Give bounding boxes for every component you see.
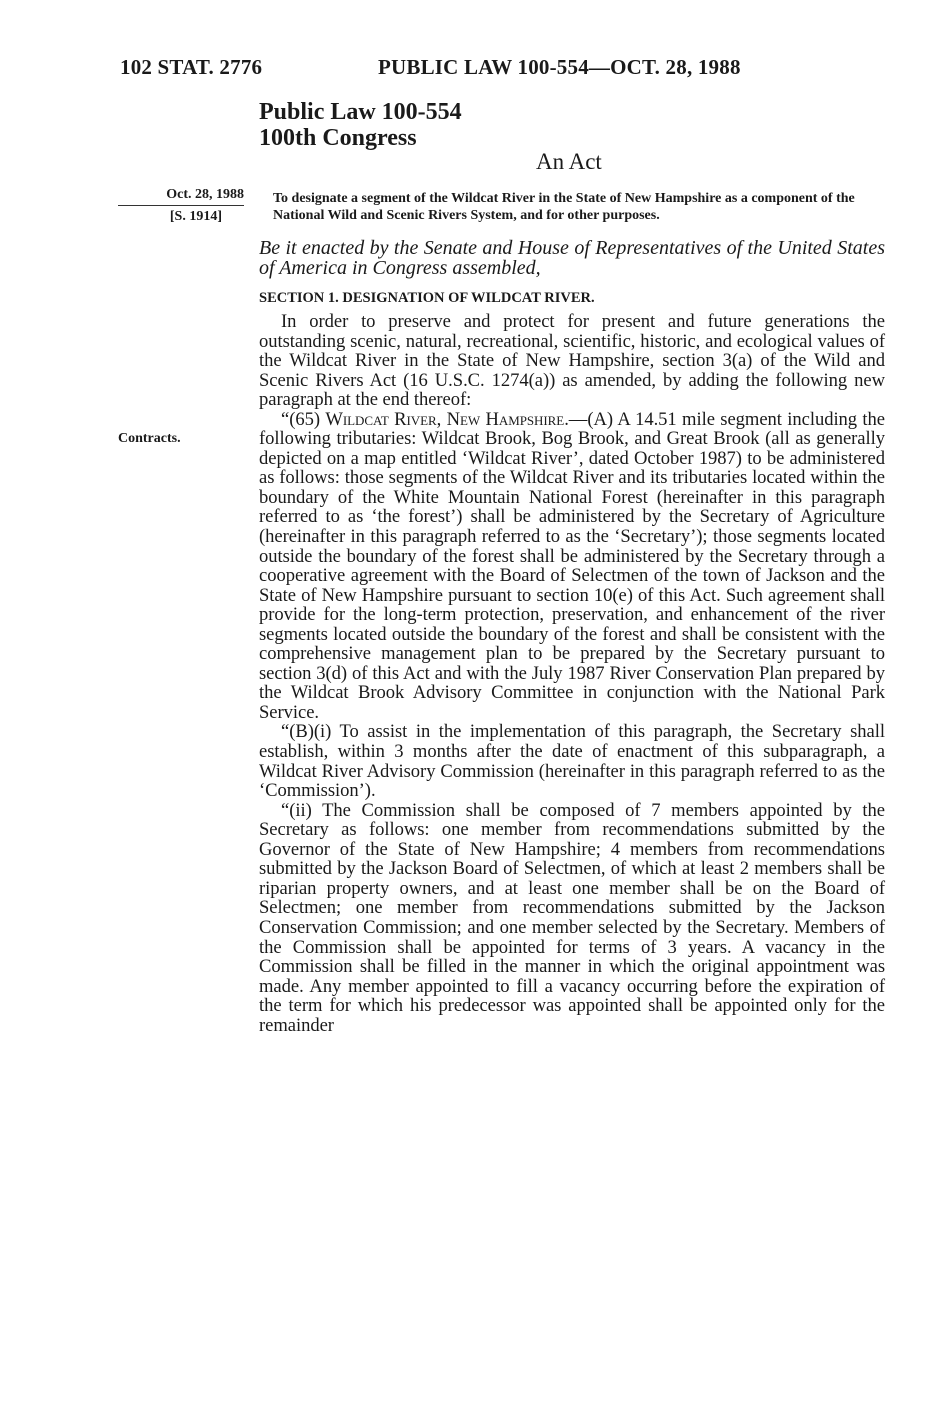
margin-note-contracts: Contracts. bbox=[118, 431, 181, 446]
paragraph-3: “(B)(i) To assist in the implementation of this paragraph, the Secretary shall establish, within 3 months after the date of enactment of this subparagraph, a Wildcat River Advisory Commission (hereinafter in this paragraph referred to as the ‘Commission’). bbox=[259, 721, 885, 802]
paragraph-1: In order to preserve and protect for present and future generations the outstanding scenic, natural, recreational, scientific, historic, and ecological values of the Wildcat River in the State of New Hampshire, section 3(a) of the Wild and Scenic Rivers Act (16 U.S.C. 1274(a)) as amended, by adding the following new paragraph at the end thereof: bbox=[259, 311, 885, 411]
bill-number: [S. 1914] bbox=[169, 209, 222, 224]
paragraph-4: “(ii) The Commission shall be composed of 7 members appointed by the Secretary as follows: one member from recommendations submitted by the Governor of the State of New Hampshire; 4 members from recommendations submitted by the Jackson Board of Selectmen, of which at least 2 members shall be riparian property owners, and at least one member shall be on the Board of Selectmen; one member from recommendations submitted by the Jackson Conservation Commission; and one member selected by the Secretary. Members of the Commission shall be appointed for terms of 3 years. A vacancy in the Commission shall be filled in the manner in which the original appointment was made. Any member appointed to fill a vacancy occurring before the expiration of the term for which his predecessor was appointed shall be appointed only for the remainder bbox=[259, 799, 885, 1036]
paragraph-2-rest: .—(A) A 14.51 mile segment including the following tributaries: Wildcat Brook, Bog Brook, and Great Brook (all as generally depicted on a map entitled ‘Wildcat River’, dated October 1987) to be administered as follows: those segments of the Wildcat River and its tributaries located within the boundary of the White Mountain National Forest (hereinafter in this paragraph referred to as ‘the forest’) shall be administered by the Secretary of Agriculture (hereinafter in this paragraph referred to as the ‘Secretary’); those segments located outside the boundary of the forest shall be administered by the Secretary through a cooperative agreement with the Board of Selectmen of the town of Jackson and the State of New Hampshire pursuant to section 10(e) of this Act. Such agreement shall provide for the long-term protection, preservation, and enhancement of the river segments located outside the boundary of the forest and shall be consistent with the comprehensive management plan to be prepared by the Secretary pursuant to section 3(d) of this Act and with the July 1987 River Conservation Plan prepared by the Wildcat Brook Advisory Committee in conjunction with the National Park Service. bbox=[259, 408, 885, 723]
stat-page-number: 102 STAT. 2776 bbox=[120, 55, 263, 79]
enactment-date: Oct. 28, 1988 bbox=[118, 186, 244, 206]
act-heading: An Act bbox=[536, 149, 602, 174]
enacting-clause: Be it enacted by the Senate and House of Representatives of the United States of America in Congress assembled, bbox=[259, 237, 885, 279]
running-title: PUBLIC LAW 100-554—OCT. 28, 1988 bbox=[378, 55, 741, 79]
section-heading: SECTION 1. DESIGNATION OF WILDCAT RIVER. bbox=[259, 290, 595, 306]
paragraph-2-open: “(65) bbox=[281, 408, 326, 430]
margin-date-block bbox=[118, 186, 244, 226]
purpose-statement: To designate a segment of the Wildcat River in the State of New Hampshire as a component of the National Wild and Scenic Rivers System, and for other purposes. bbox=[273, 191, 855, 223]
paragraph-2-caps: Wildcat River, New Hampshire bbox=[325, 408, 565, 430]
body-text bbox=[259, 312, 885, 1035]
law-number: Public Law 100-554 bbox=[259, 99, 462, 125]
law-title-block bbox=[259, 99, 462, 151]
paragraph-2 bbox=[259, 410, 885, 723]
congress-number: 100th Congress bbox=[259, 125, 417, 151]
